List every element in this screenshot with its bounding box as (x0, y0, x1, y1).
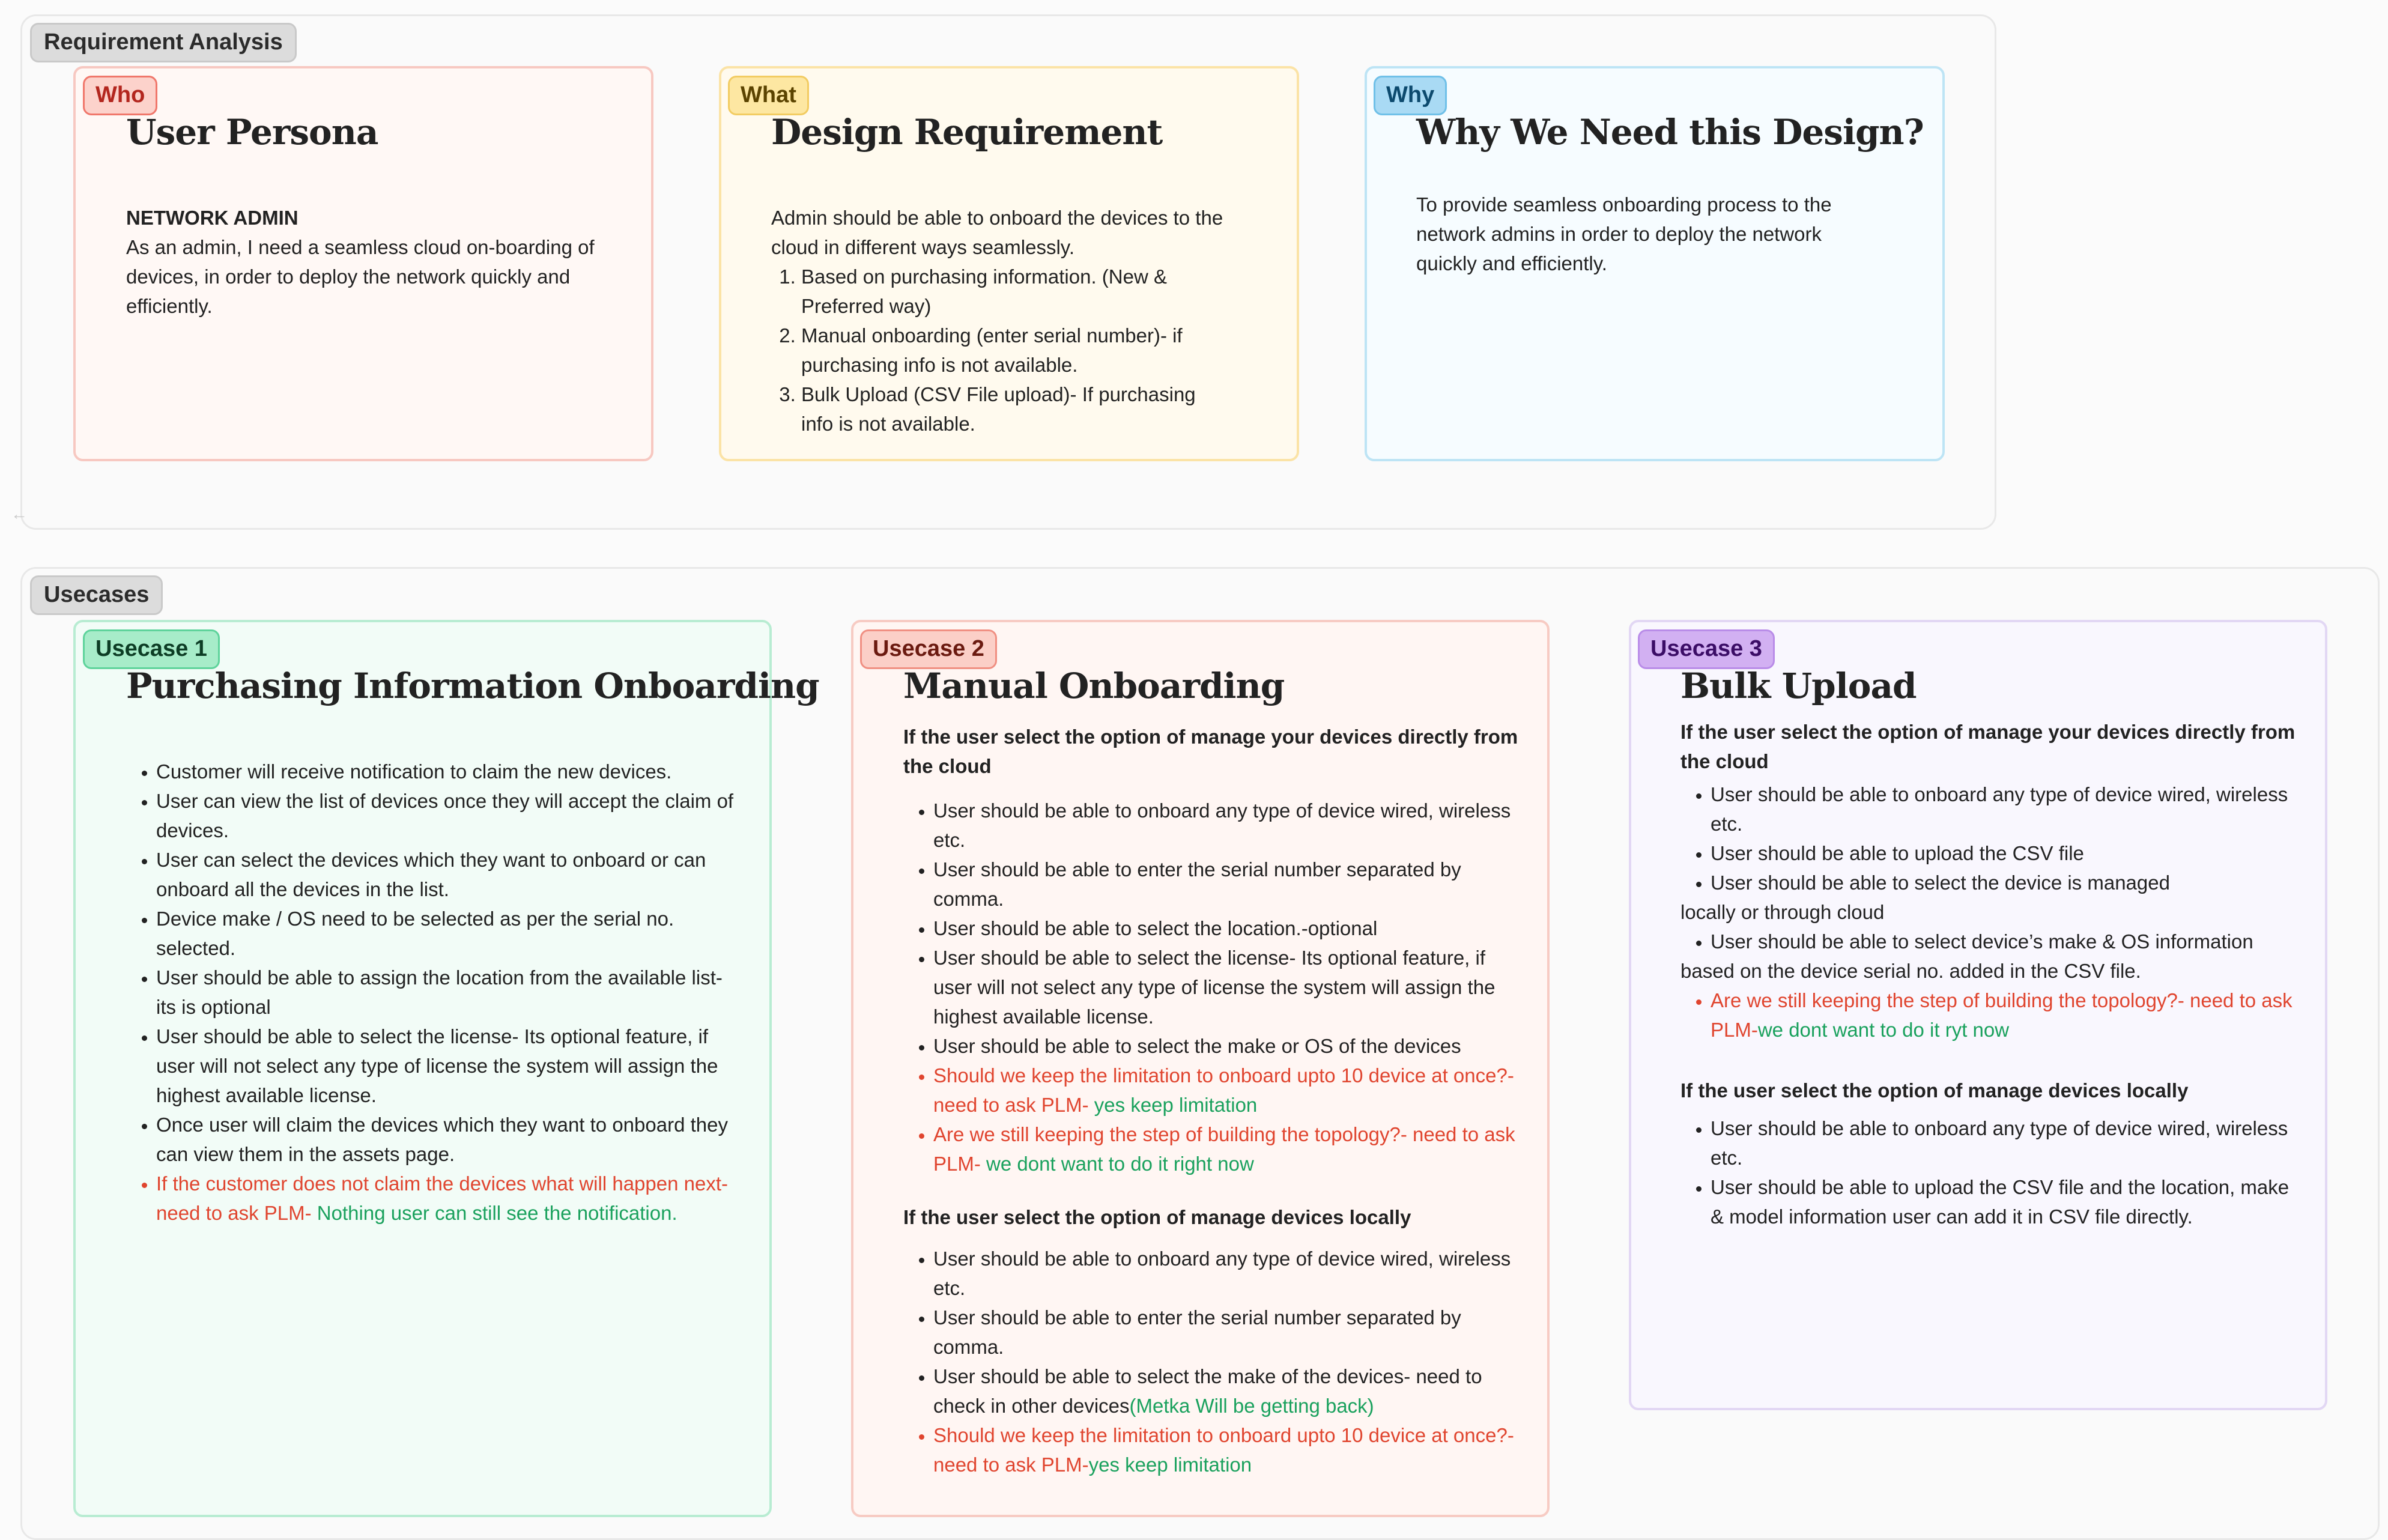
what-tag: What (728, 76, 809, 115)
usecase3-local-heading: If the user select the option of manage devices locally (1680, 1079, 2189, 1102)
usecase2-cloud-item: • User should be able to onboard any type of device wired, wireless etc. (933, 796, 1522, 855)
usecase3-title: Bulk Upload (1680, 665, 1917, 706)
usecase1-title: Purchasing Information Onboarding (126, 665, 819, 706)
usecase2-tag: Usecase 2 (860, 629, 997, 669)
who-title: User Persona (126, 112, 378, 153)
usecase2-body (903, 722, 1522, 1479)
usecase2-cloud-heading: If the user select the option of manage your devices directly from the cloud (903, 726, 1518, 777)
usecase2-local-item-text: User should be able to select the make of the devices- need to check in other devices (933, 1365, 1482, 1417)
what-list (771, 262, 1228, 438)
usecase1-tag: Usecase 1 (83, 629, 220, 669)
usecase3-cloud-line: locally or through cloud (1680, 901, 1885, 923)
usecase3-local-item: • User should be able to upload the CSV file and the location, make & model information user can add it in CSV file directly. (1711, 1172, 2299, 1231)
usecase1-item: • Customer will receive notification to claim the new devices. (156, 757, 745, 786)
usecase1-question-text: If the customer does not claim the devices what will happen next- need to ask PLM- (156, 1172, 728, 1224)
usecase2-answer-text: yes keep limitation (1088, 1454, 1252, 1476)
usecase2-question-text: Should we keep the limitation to onboard upto 10 device at once?- need to ask PLM- (933, 1424, 1514, 1476)
usecase3-cloud-list-3 (1680, 986, 2299, 1044)
usecase1-item: • Device make / OS need to be selected as per the serial no. selected. (156, 904, 745, 963)
requirement-analysis-label: Requirement Analysis (30, 23, 297, 62)
usecase1-item: • Once user will claim the devices which they want to onboard they can view them in the assets page. (156, 1110, 745, 1169)
usecase2-local-heading: If the user select the option of manage devices locally (903, 1206, 1411, 1228)
usecase1-answer-text: Nothing user can still see the notification. (311, 1202, 677, 1224)
usecase2-local-list (903, 1244, 1522, 1479)
usecases-label: Usecases (30, 575, 163, 615)
usecase2-answer-text: we dont want to do it right now (980, 1153, 1254, 1175)
usecase2-answer-text: yes keep limitation (1088, 1094, 1258, 1116)
usecase1-item: • User should be able to select the license- Its optional feature, if user will not select any type of license the system will assign the highest available license. (156, 1022, 745, 1110)
why-title: Why We Need this Design? (1416, 112, 1924, 153)
who-tag: Who (83, 76, 157, 115)
what-item: 1. Based on purchasing information. (New & Preferred way) (801, 262, 1228, 321)
usecase1-item: • User can view the list of devices once they will accept the claim of devices. (156, 786, 745, 845)
usecase3-local-item: • User should be able to onboard any type of device wired, wireless etc. (1711, 1114, 2299, 1172)
usecase2-cloud-item: • User should be able to select the make or OS of the devices (933, 1031, 1522, 1061)
who-text: As an admin, I need a seamless cloud on-boarding of devices, in order to deploy the network quickly and efficiently. (126, 236, 595, 317)
usecase2-local-item-note: (Metka Will be getting back) (1129, 1395, 1374, 1417)
why-body (1416, 190, 1873, 278)
usecase1-open-question (156, 1169, 745, 1228)
usecase2-cloud-list (903, 796, 1522, 1178)
usecase3-tag: Usecase 3 (1638, 629, 1775, 669)
usecase1-list (126, 757, 745, 1228)
usecase1-item: • User can select the devices which they want to onboard or can onboard all the devices in the list. (156, 845, 745, 904)
usecase3-cloud-list (1680, 780, 2299, 897)
usecase2-local-item (933, 1362, 1522, 1420)
usecase3-cloud-heading: If the user select the option of manage your devices directly from the cloud (1680, 721, 2296, 772)
what-item: 3. Bulk Upload (CSV File upload)- If purchasing info is not available. (801, 380, 1228, 438)
usecase3-cloud-item: • User should be able to select device’s make & OS information (1711, 927, 2299, 956)
usecase2-local-item: • User should be able to onboard any type of device wired, wireless etc. (933, 1244, 1522, 1303)
usecase2-cloud-question (933, 1061, 1522, 1120)
why-tag: Why (1374, 76, 1447, 115)
usecase2-question-text: Should we keep the limitation to onboard upto 10 device at once?- need to ask PLM- (933, 1064, 1514, 1116)
usecase1-item: • User should be able to assign the location from the available list- its is optional (156, 963, 745, 1022)
usecase2-cloud-item: • User should be able to select the location.-optional (933, 914, 1522, 943)
usecase3-body (1680, 717, 2299, 1231)
usecase2-local-item: • User should be able to enter the serial number separated by comma. (933, 1303, 1522, 1362)
usecase3-question-text: Are we still keeping the step of building the topology?- need to ask PLM- (1711, 989, 2293, 1041)
usecase2-cloud-item: • User should be able to select the license- Its optional feature, if user will not select any type of license the system will assign the highest available license. (933, 943, 1522, 1031)
what-body (771, 203, 1228, 438)
usecase2-question-text: Are we still keeping the step of building the topology?- need to ask PLM- (933, 1123, 1515, 1175)
usecase3-cloud-item: • User should be able to onboard any type of device wired, wireless etc. (1711, 780, 2299, 838)
usecase3-local-list (1680, 1114, 2299, 1231)
usecase3-cloud-line: based on the device serial no. added in the CSV file. (1680, 960, 2141, 982)
connector-arrow-icon: ← (11, 505, 28, 523)
usecase3-answer-text: we dont want to do it ryt now (1757, 1019, 2010, 1041)
usecase3-cloud-question (1711, 986, 2299, 1044)
what-item: 2. Manual onboarding (enter serial number)- if purchasing info is not available. (801, 321, 1228, 380)
what-title: Design Requirement (771, 112, 1163, 153)
usecase3-cloud-list-2 (1680, 927, 2299, 956)
usecase2-cloud-item: • User should be able to enter the serial number separated by comma. (933, 855, 1522, 914)
usecase3-cloud-item: • User should be able to select the device is managed (1711, 868, 2299, 897)
usecase2-local-question (933, 1420, 1522, 1479)
why-text: To provide seamless onboarding process to the network admins in order to deploy the network quickly and efficiently. (1416, 193, 1832, 274)
what-intro: Admin should be able to onboard the devices to the cloud in different ways seamlessly. (771, 207, 1223, 258)
usecase1-body (126, 757, 745, 1228)
usecase2-cloud-question (933, 1120, 1522, 1178)
usecase2-title: Manual Onboarding (903, 665, 1285, 706)
who-body (126, 203, 607, 321)
who-subtitle: NETWORK ADMIN (126, 207, 298, 229)
usecase3-cloud-item: • User should be able to upload the CSV file (1711, 838, 2299, 868)
